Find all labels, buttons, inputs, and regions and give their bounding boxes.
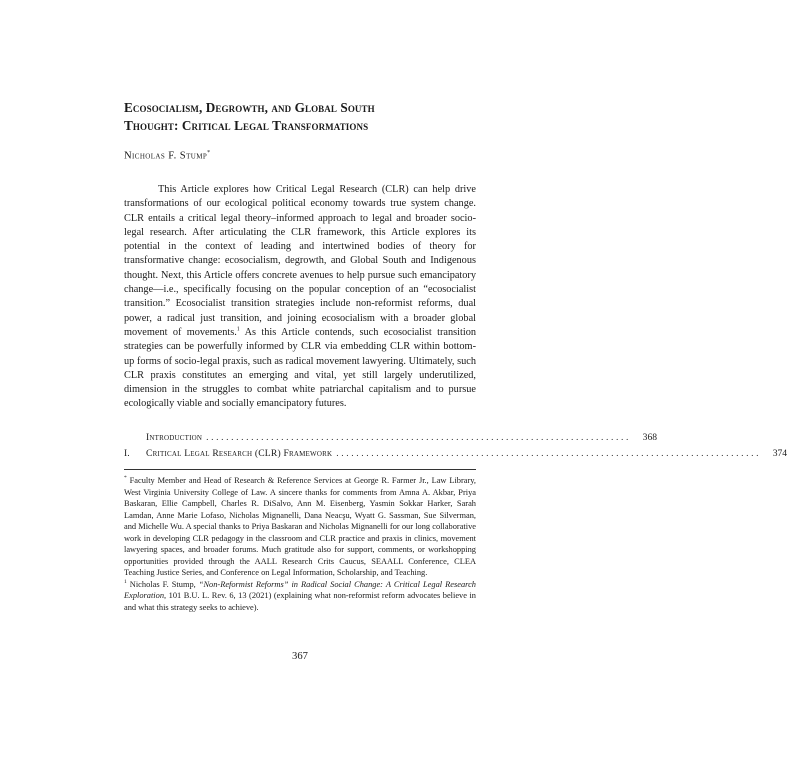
toc-page: 368 <box>642 432 658 443</box>
footnote-1 <box>124 579 476 614</box>
author-byline <box>124 150 211 162</box>
abstract <box>124 183 476 412</box>
page-number: 367 <box>292 651 308 662</box>
toc-label: Introduction <box>146 432 203 443</box>
author-name: Nicholas F. Stump <box>124 150 208 162</box>
toc-row-clr-framework[interactable] <box>124 448 787 464</box>
footnotes <box>124 475 476 613</box>
toc-label: Critical Legal Research (CLR) Framework <box>146 448 333 459</box>
footnote-cited-title: “Non-Reformist Reforms” in Radical Social Change: A Critical Legal Research Exploration <box>124 579 476 600</box>
article-title <box>124 99 484 135</box>
footnote-separator <box>124 469 476 470</box>
toc-leader-dots: ..................................................................................... <box>336 448 762 459</box>
abstract-footnote-marker[interactable]: 1 <box>236 326 240 333</box>
toc-number: I. <box>124 448 130 459</box>
author-footnote-marker[interactable]: * <box>207 150 211 156</box>
title-line-2: Thought: Critical Legal Transformations <box>124 118 369 133</box>
footnote-lead: Nicholas F. Stump, <box>126 579 199 589</box>
toc-leader-dots: ..................................................................................... <box>206 432 632 443</box>
toc-row-introduction[interactable] <box>124 432 658 448</box>
footnote-marker: * <box>124 475 127 482</box>
abstract-part-1: This Article explores how Critical Legal Research (CLR) can help drive transformations of our ecological political economy towards true system change. CLR entails a critical legal theory–informed approach to legal and broader socio-legal research. After articulating the CLR framework, this Article explores its potential in the context of leading and intertwined bodies of theory for transformative change: ecosocialism, degrowth, and Global South and Indigenous thought. Next, this Article offers concrete avenues to help pursue such emancipatory change—i.e., specifically focusing on the popular conception of an “ecosocialist transition.” Ecosocialist transition strategies include non-reformist reforms, dual power, a radical just transition, and joining ecosocialism with a broader global movement of movements. <box>124 184 476 338</box>
toc-page: 374 <box>772 448 787 459</box>
footnote-text: Faculty Member and Head of Research & Reference Services at George R. Farmer Jr., Law Library, West Virginia University College of Law. A sincere thanks for comments from Amna A. Akbar, Priya Baskaran, Ellie Campbell, Charles R. DiSalvo, Ann M. Eisenberg, Yasmin Sokkar Harker, Sarah Lamdan, Anne Marie Lofaso, Nicholas Mignanelli, Dana Neacşu, Wyatt G. Sassman, Sue Silverman, and Michelle Wu. A special thanks to Priya Baskaran and Nicholas Mignanelli for our long collaborative work in developing CLR pedagogy in the classroom and CLR practice and praxis in clinics, movement lawyering spaces, and broader forums. Much gratitude also for support, comments, or workshopping opportunities provided through the AALL Research Crits Caucus, SEAALL Conference, CLEA Teaching Justice Series, and Conference on Legal Information, Scholarship, and Teaching. <box>124 476 476 577</box>
footnote-tail: , 101 B.U. L. Rev. 6, 13 (2021) (explaining what non-reformist reform advocates believe in and what this strategy seeks to achieve). <box>124 591 476 612</box>
table-of-contents <box>124 432 787 464</box>
title-line-1: Ecosocialism, Degrowth, and Global South <box>124 100 375 115</box>
footnote-marker: 1 <box>124 578 127 585</box>
footnote-star <box>124 475 476 579</box>
abstract-part-2: As this Article contends, such ecosocialist transition strategies can be powerfully informed by CLR via embedding CLR within bottom-up forms of socio-legal praxis, such as radical movement lawyering. Ultimately, such CLR praxis constitutes an emerging and vital, yet still largely underutilized, dimension in the struggles to combat white patriarchal capitalism and to pursue ecologically viable and socially emancipatory futures. <box>124 326 476 410</box>
